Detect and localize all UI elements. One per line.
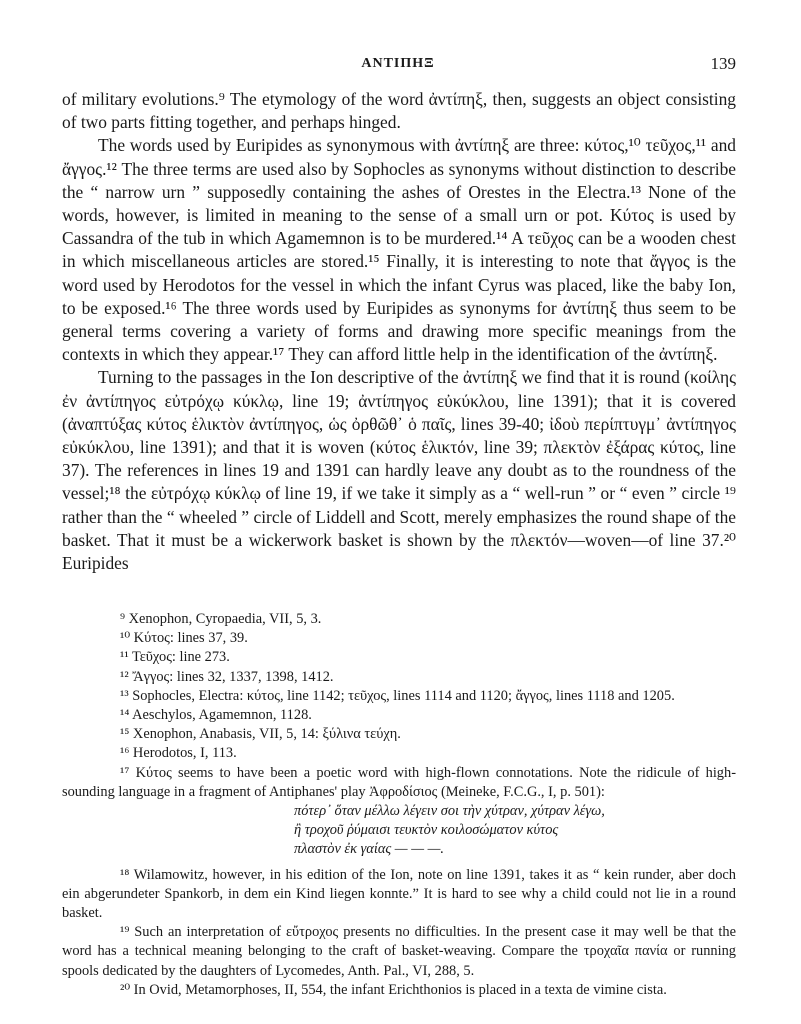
footnote-19: ¹⁹ Such an interpretation of εὔτροχος presents no difficulties. In the present case it may well be that the word has a technical meaning belonging to the craft of basket-weaving. Compare the τροχαῖα πανία or running spools dedicated by the daughters of Lycomedes, Anth. Pal., VI, 288, 5. (62, 924, 736, 979)
footnote-17: ¹⁷ Κύτος seems to have been a poetic word with high-flown connotations. Note the ridicule of high-sounding language in a fragment of Antiphanes' play Ἀφροδίσιος (Meineke, F.C.G., I, p. 501): (62, 764, 736, 800)
paragraph-synonyms: The words used by Euripides as synonymous with ἀντίπηξ are three: κύτος,¹⁰ τεῦχος,¹¹ and ἄγγος.¹² The three terms are used also by Sophocles as synonyms without distinction to describe the “ narrow urn ” supposedly containing the ashes of Orestes in the Electra.¹³ None of the words, however, is limited in meaning to the sense of a small urn or pot. Κύτος is used by Cassandra of the tub in which Agamemnon is to be murdered.¹⁴ A τεῦχος can be a wooden chest in which miscellaneous articles are stored.¹⁵ Finally, it is interesting to note that ἄγγος is the word used by Herodotos for the vessel in which the infant Cyrus was placed, like the baby Ion, to be exposed.¹⁶ The three words used by Euripides as synonyms for ἀντίπηξ thus seem to be general terms covering a variety of forms and drawing more specific meanings from the contexts in which they appear.¹⁷ They can afford little help in the identification of the ἀντίπηξ. (62, 135, 736, 365)
footnote-16: ¹⁶ Herodotos, I, 113. (120, 745, 237, 762)
footnote-20: ²⁰ In Ovid, Metamorphoses, II, 554, the infant Erichthonios is placed in a texta de vimine cista. (120, 981, 667, 998)
verse-line: πλαστὸν ἐκ γαίας — — —. (294, 841, 444, 858)
paragraph-ion-passages: Turning to the passages in the Ion descriptive of the ἀντίπηξ we find that it is round (κοίλης ἐν ἀντίπηγος εὐτρόχῳ κύκλῳ, line 19; ἀντίπηγος εὐκύκλου, line 1391); that it is covered (ἀναπτύξας κύτος ἑλικτὸν ἀντίπηγος, ὡς ὀρθῶθ᾽ ὁ παῖς, lines 39-40; ἰδοὺ περίπτυγμ᾽ ἀντίπηγος εὐκύκλου, line 1391); and that it is woven (κύτος ἑλικτόν, line 39; πλεκτὸν ἐξάρας κύτος, line 37). The references in lines 19 and 1391 can hardly leave any doubt as to the roundness of the vessel;¹⁸ the εὐτρόχῳ κύκλῳ of line 19, if we take it simply as a “ well-run ” or “ even ” circle ¹⁹ rather than the “ wheeled ” circle of Liddell and Scott, merely emphasizes the round shape of the basket. That it must be a wickerwork basket is shown by the πλεκτόν—woven—of line 37.²⁰ Euripides (62, 367, 736, 574)
footnote-13: ¹³ Sophocles, Electra: κύτος, line 1142; τεῦχος, lines 1114 and 1120; ἄγγος, lines 1118 and 1205. (120, 687, 675, 704)
footnote-15: ¹⁵ Xenophon, Anabasis, VII, 5, 14: ξύλινα τεύχη. (120, 726, 401, 743)
footnote-18: ¹⁸ Wilamowitz, however, in his edition of the Ion, note on line 1391, takes it as “ kein runder, aber doch ein abgerundeter Spankorb, in dem ein Kind liegen konnte.” It is hard to see why a child could not lie in a round basket. (62, 866, 736, 922)
footnote-12: ¹² Ἄγγος: lines 32, 1337, 1398, 1412. (120, 668, 334, 685)
footnote-9: ⁹ Xenophon, Cyropaedia, VII, 5, 3. (120, 611, 322, 627)
footnote-10: ¹⁰ Κύτος: lines 37, 39. (120, 630, 248, 647)
footnote-14: ¹⁴ Aeschylos, Agamemnon, 1128. (120, 707, 312, 724)
verse-line: πότερ᾽ ὅταν μέλλω λέγειν σοι τὴν χύτραν, χύτραν λέγω, (294, 803, 605, 820)
footnotes (62, 610, 736, 1000)
paragraph-continued: of military evolutions.⁹ The etymology of the word ἀντίπηξ, then, suggests an object consisting of two parts fitting together, and perhaps hinged. (62, 89, 736, 133)
page-number: 139 (710, 54, 736, 73)
running-head (60, 52, 736, 74)
body-text (62, 88, 736, 575)
verse-line: ἢ τροχοῦ ῥύμαισι τευκτὸν κοιλοσώματον κύτος (294, 822, 559, 839)
footnote-11: ¹¹ Τεῦχος: line 273. (120, 649, 230, 666)
running-title: ΑΝΤΙΠΗΞ (361, 56, 435, 71)
